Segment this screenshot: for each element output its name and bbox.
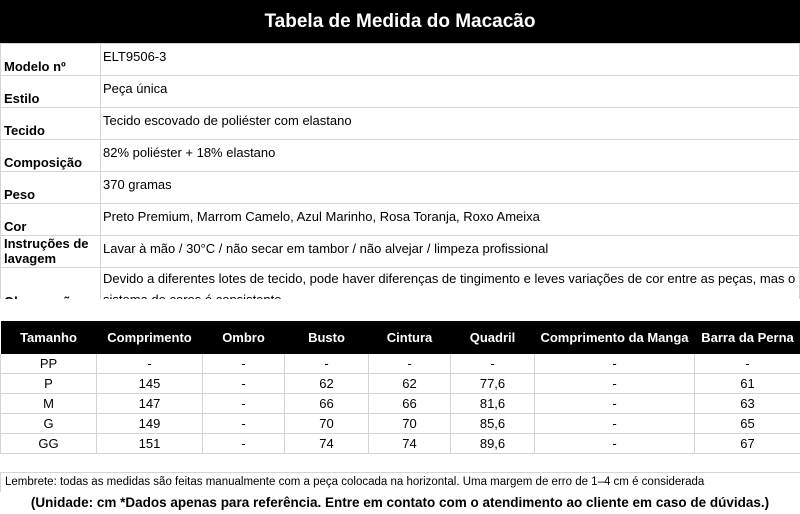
spec-label: Estilo	[1, 76, 101, 108]
table-cell: M	[1, 394, 97, 414]
spec-row	[1, 44, 800, 76]
table-cell: 70	[369, 414, 451, 434]
spec-label: Tecido	[1, 108, 101, 140]
spec-row	[1, 236, 800, 268]
table-cell: -	[285, 354, 369, 374]
table-cell: 74	[369, 434, 451, 454]
table-cell: -	[203, 354, 285, 374]
table-cell: 74	[285, 434, 369, 454]
header-tamanho: Tamanho	[1, 321, 97, 354]
table-cell: -	[451, 354, 535, 374]
spec-row	[1, 108, 800, 140]
table-row	[1, 434, 800, 454]
spec-value: 82% poliéster + 18% elastano	[101, 140, 800, 172]
table-cell: -	[203, 394, 285, 414]
table-cell: -	[535, 414, 695, 434]
table-cell: -	[97, 354, 203, 374]
header-comprimento: Comprimento	[97, 321, 203, 354]
spec-row	[1, 76, 800, 108]
header-quadril: Quadril	[451, 321, 535, 354]
header-cintura: Cintura	[369, 321, 451, 354]
table-cell: 147	[97, 394, 203, 414]
table-cell: -	[203, 414, 285, 434]
spec-label: Instruções de lavagem	[1, 236, 101, 268]
spec-label: Peso	[1, 172, 101, 204]
table-cell: 66	[369, 394, 451, 414]
spec-value: ELT9506-3	[101, 44, 800, 76]
spec-label: Composição	[1, 140, 101, 172]
table-cell: 61	[695, 374, 800, 394]
header-comprimento-manga: Comprimento da Manga	[535, 321, 695, 354]
table-cell: 151	[97, 434, 203, 454]
spec-value: Devido a diferentes lotes de tecido, pode haver diferenças de tingimento e leves variações de cor entre as peças, mas o	[101, 268, 800, 311]
spec-row	[1, 204, 800, 236]
header-busto: Busto	[285, 321, 369, 354]
spec-value: 370 gramas	[101, 172, 800, 204]
table-cell: -	[695, 354, 800, 374]
spec-value: Peça única	[101, 76, 800, 108]
table-cell: 149	[97, 414, 203, 434]
table-cell: 77,6	[451, 374, 535, 394]
table-cell: G	[1, 414, 97, 434]
spec-value: Tecido escovado de poliéster com elastano	[101, 108, 800, 140]
table-cell: -	[203, 374, 285, 394]
page-title: Tabela de Medida do Macacão	[0, 0, 800, 43]
table-cell: 85,6	[451, 414, 535, 434]
spec-row	[1, 172, 800, 204]
table-cell: 67	[695, 434, 800, 454]
table-cell: 66	[285, 394, 369, 414]
table-cell: 145	[97, 374, 203, 394]
table-cell: 62	[285, 374, 369, 394]
table-row	[1, 394, 800, 414]
specs-table	[0, 43, 800, 311]
table-cell: 70	[285, 414, 369, 434]
table-cell: -	[369, 354, 451, 374]
table-cell: -	[535, 434, 695, 454]
spec-label: Modelo nº	[1, 44, 101, 76]
spec-value: Preto Premium, Marrom Camelo, Azul Marinho, Rosa Toranja, Roxo Ameixa	[101, 204, 800, 236]
table-cell: -	[203, 434, 285, 454]
size-table	[0, 321, 800, 454]
size-table-header	[1, 321, 800, 354]
table-cell: PP	[1, 354, 97, 374]
table-cell: 65	[695, 414, 800, 434]
table-row	[1, 354, 800, 374]
measurement-note: Lembrete: todas as medidas são feitas manualmente com a peça colocada na horizontal. Uma margem de erro de 1–4 cm é considerada	[0, 472, 800, 492]
header-ombro: Ombro	[203, 321, 285, 354]
table-cell: 63	[695, 394, 800, 414]
table-row	[1, 374, 800, 394]
table-cell: -	[535, 374, 695, 394]
spec-value: Lavar à mão / 30°C / não secar em tambor / não alvejar / limpeza profissional	[101, 236, 800, 268]
table-cell: 89,6	[451, 434, 535, 454]
spacer	[0, 299, 800, 321]
table-cell: -	[535, 394, 695, 414]
header-barra-perna: Barra da Perna	[695, 321, 800, 354]
table-cell: GG	[1, 434, 97, 454]
table-row	[1, 414, 800, 434]
table-cell: 81,6	[451, 394, 535, 414]
unit-footer: (Unidade: cm *Dados apenas para referência. Entre em contato com o atendimento ao cliente em caso de dúvidas.)	[30, 495, 770, 510]
table-cell: 62	[369, 374, 451, 394]
table-cell: -	[535, 354, 695, 374]
table-cell: P	[1, 374, 97, 394]
spec-label: Cor	[1, 204, 101, 236]
spec-row	[1, 140, 800, 172]
